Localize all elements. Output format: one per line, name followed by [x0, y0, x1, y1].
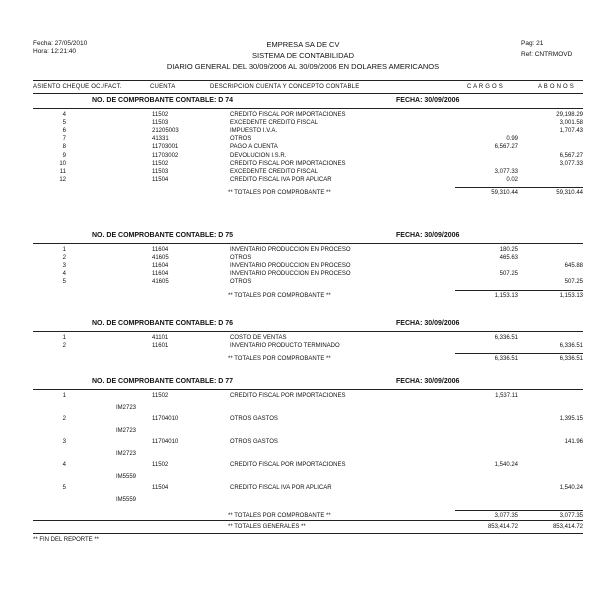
concepto-desc: INVENTARIO PRODUCCION EN PROCESO — [230, 271, 351, 278]
abono-amount: 645.88 — [564, 263, 583, 270]
concepto-desc: PAGO A CUENTA — [230, 144, 278, 151]
concepto-desc: INVENTARIO PRODUCCION EN PROCESO — [230, 247, 351, 253]
section-rule — [33, 389, 583, 390]
cuenta-number: 11503 — [152, 168, 169, 175]
oc-fact-ref: IM5559 — [116, 497, 137, 503]
abono-amount: 507.25 — [564, 279, 583, 286]
total-rule — [455, 353, 583, 354]
report-date: Fecha: 27/05/2010 — [33, 40, 88, 47]
section-total-cargo: 6,336.51 — [494, 356, 518, 363]
asiento-number: 3 — [62, 439, 66, 445]
oc-fact-ref: IM2723 — [116, 405, 137, 411]
cuenta-number: 11503 — [152, 120, 169, 127]
asiento-number: 3 — [62, 263, 66, 270]
abono-amount: 3,001.58 — [559, 120, 583, 127]
grand-total-label: ** TOTALES GENERALES ** — [228, 524, 306, 530]
cuenta-number: 41101 — [152, 335, 169, 341]
cuenta-number: 11604 — [152, 271, 169, 278]
asiento-number: 10 — [59, 160, 66, 167]
asiento-number: 1 — [62, 335, 66, 341]
comprobante-label: NO. DE COMPROBANTE CONTABLE: D 74 — [92, 97, 234, 104]
section-total-label: ** TOTALES POR COMPROBANTE ** — [228, 356, 331, 363]
cuenta-number: 41605 — [152, 255, 169, 262]
concepto-desc: OTROS — [230, 136, 252, 143]
asiento-number: 11 — [59, 168, 66, 175]
concepto-desc: COSTO DE VENTAS — [230, 335, 287, 341]
concepto-desc: OTROS GASTOS — [230, 416, 278, 422]
end-of-report: ** FIN DEL REPORTE ** — [33, 537, 100, 543]
section-total-label: ** TOTALES POR COMPROBANTE ** — [228, 189, 331, 196]
cuenta-number: 11502 — [152, 393, 169, 399]
grand-total-abono: 853,414.72 — [552, 524, 583, 530]
abono-amount: 1,395.15 — [559, 416, 583, 422]
asiento-number: 2 — [62, 416, 66, 422]
section-total-label: ** TOTALES POR COMPROBANTE ** — [228, 513, 331, 519]
cargo-amount: 6,567.27 — [494, 144, 518, 151]
header-top-rule — [33, 80, 583, 81]
abono-amount: 1,540.24 — [559, 485, 583, 491]
asiento-number: 9 — [62, 152, 66, 159]
abono-amount: 6,567.27 — [559, 152, 583, 159]
cargo-amount: 0.99 — [506, 136, 518, 143]
section-rule — [33, 108, 583, 109]
asiento-number: 5 — [62, 279, 66, 286]
cargo-amount: 180.25 — [499, 247, 518, 253]
cuenta-number: 11502 — [152, 160, 169, 167]
cuenta-number: 11502 — [152, 112, 169, 118]
cargo-amount: 465.63 — [499, 255, 518, 262]
cuenta-number: 41605 — [152, 279, 169, 286]
col-cuenta: CUENTA — [150, 84, 176, 90]
fecha-label: FECHA: 30/09/2006 — [396, 232, 460, 239]
report-subtitle: DIARIO GENERAL DEL 30/09/2006 AL 30/09/2006 EN DOLARES AMERICANOS — [166, 62, 440, 71]
system-name: SISTEMA DE CONTABILIDAD — [252, 51, 354, 60]
abono-amount: 1,707.43 — [559, 128, 583, 135]
col-descripcion: DESCRIPCION CUENTA Y CONCEPTO CONTABLE — [210, 84, 360, 90]
asiento-number: 2 — [62, 343, 66, 350]
section-rule — [33, 243, 583, 244]
asiento-number: 4 — [62, 271, 66, 278]
abono-amount: 6,336.51 — [559, 343, 583, 350]
cuenta-number: 11704010 — [152, 416, 179, 422]
concepto-desc: CREDITO FISCAL IVA POR APLICAR — [230, 485, 332, 491]
cargo-amount: 3,077.33 — [494, 168, 518, 175]
total-rule — [455, 290, 583, 291]
company-name: EMPRESA SA DE CV — [266, 40, 340, 49]
cargo-amount: 0.02 — [506, 176, 518, 183]
header-bottom-rule — [33, 93, 583, 94]
total-rule — [455, 510, 583, 511]
fecha-label: FECHA: 30/09/2006 — [396, 97, 460, 104]
col-abonos: A B O N O S — [538, 84, 574, 90]
section-total-abono: 1,153.13 — [559, 292, 583, 299]
abono-amount: 3,077.33 — [559, 160, 583, 167]
oc-fact-ref: IM2723 — [116, 451, 137, 457]
cuenta-number: 11704010 — [152, 439, 179, 445]
col-cargos: C A R G O S — [467, 84, 503, 90]
asiento-number: 6 — [62, 128, 66, 135]
section-rule — [33, 331, 583, 332]
grand-total-cargo: 853,414.72 — [487, 524, 518, 530]
section-total-abono: 6,336.51 — [559, 356, 583, 363]
concepto-desc: INVENTARIO PRODUCTO TERMINADO — [230, 343, 340, 350]
concepto-desc: CREDITO FISCAL POR IMPORTACIONES — [230, 462, 346, 468]
report-ref: Ref: CNTRMOVD — [521, 51, 573, 58]
grand-total-rule-bottom — [33, 533, 583, 534]
section-total-cargo: 1,153.13 — [494, 292, 518, 299]
concepto-desc: OTROS — [230, 255, 252, 262]
fecha-label: FECHA: 30/09/2006 — [396, 320, 460, 327]
concepto-desc: EXCEDENTE CREDITO FISCAL — [230, 168, 318, 175]
abono-amount: 29,198.29 — [556, 112, 583, 118]
cargo-amount: 507.25 — [499, 271, 518, 278]
concepto-desc: INVENTARIO PRODUCCION EN PROCESO — [230, 263, 351, 270]
cuenta-number: 11504 — [152, 485, 169, 491]
report-time: Hora: 12:21:40 — [33, 48, 77, 55]
asiento-number: 7 — [62, 136, 66, 143]
section-total-abono: 3,077.35 — [559, 513, 583, 519]
oc-fact-ref: IM5559 — [116, 474, 137, 480]
asiento-number: 1 — [62, 393, 66, 399]
concepto-desc: IMPUESTO I.V.A. — [230, 128, 278, 135]
section-total-abono: 59,310.44 — [556, 189, 583, 196]
comprobante-label: NO. DE COMPROBANTE CONTABLE: D 75 — [92, 232, 234, 239]
cuenta-number: 11504 — [152, 176, 169, 183]
cuenta-number: 11703001 — [152, 144, 179, 151]
concepto-desc: CREDITO FISCAL POR IMPORTACIONES — [230, 393, 346, 399]
asiento-number: 4 — [62, 112, 66, 118]
concepto-desc: CREDITO FISCAL POR IMPORTACIONES — [230, 112, 346, 118]
section-total-cargo: 3,077.35 — [494, 513, 518, 519]
col-asiento-cheque-oc: ASIENTO CHEQUE OC./FACT. — [33, 84, 122, 90]
asiento-number: 2 — [62, 255, 66, 262]
fecha-label: FECHA: 30/09/2006 — [396, 378, 460, 385]
oc-fact-ref: IM2723 — [116, 428, 137, 434]
cargo-amount: 6,336.51 — [494, 335, 518, 341]
concepto-desc: OTROS — [230, 279, 252, 286]
concepto-desc: CREDITO FISCAL POR IMPORTACIONES — [230, 160, 346, 167]
cuenta-number: 11601 — [152, 343, 169, 350]
section-total-label: ** TOTALES POR COMPROBANTE ** — [228, 292, 331, 299]
concepto-desc: CREDITO FISCAL IVA POR APLICAR — [230, 176, 332, 183]
comprobante-label: NO. DE COMPROBANTE CONTABLE: D 76 — [92, 320, 234, 327]
cuenta-number: 41331 — [152, 136, 169, 143]
cuenta-number: 11502 — [152, 462, 169, 468]
cuenta-number: 11604 — [152, 263, 169, 270]
concepto-desc: DEVOLUCION I.S.R. — [230, 152, 287, 159]
asiento-number: 1 — [62, 247, 66, 253]
asiento-number: 5 — [62, 485, 66, 491]
cuenta-number: 21205003 — [152, 128, 179, 135]
cuenta-number: 11604 — [152, 247, 169, 253]
asiento-number: 5 — [62, 120, 66, 127]
concepto-desc: EXCEDENTE CREDITO FISCAL — [230, 120, 318, 127]
asiento-number: 12 — [59, 176, 66, 183]
cargo-amount: 1,540.24 — [494, 462, 518, 468]
grand-total-rule-top — [33, 520, 583, 521]
comprobante-label: NO. DE COMPROBANTE CONTABLE: D 77 — [92, 378, 234, 385]
cuenta-number: 11703002 — [152, 152, 179, 159]
cargo-amount: 1,537.11 — [495, 393, 518, 399]
page-number: Pag: 21 — [521, 40, 544, 47]
concepto-desc: OTROS GASTOS — [230, 439, 278, 445]
section-total-cargo: 59,310.44 — [491, 189, 518, 196]
abono-amount: 141.96 — [564, 439, 583, 445]
total-rule — [455, 187, 583, 188]
asiento-number: 4 — [62, 462, 66, 468]
asiento-number: 8 — [62, 144, 66, 151]
